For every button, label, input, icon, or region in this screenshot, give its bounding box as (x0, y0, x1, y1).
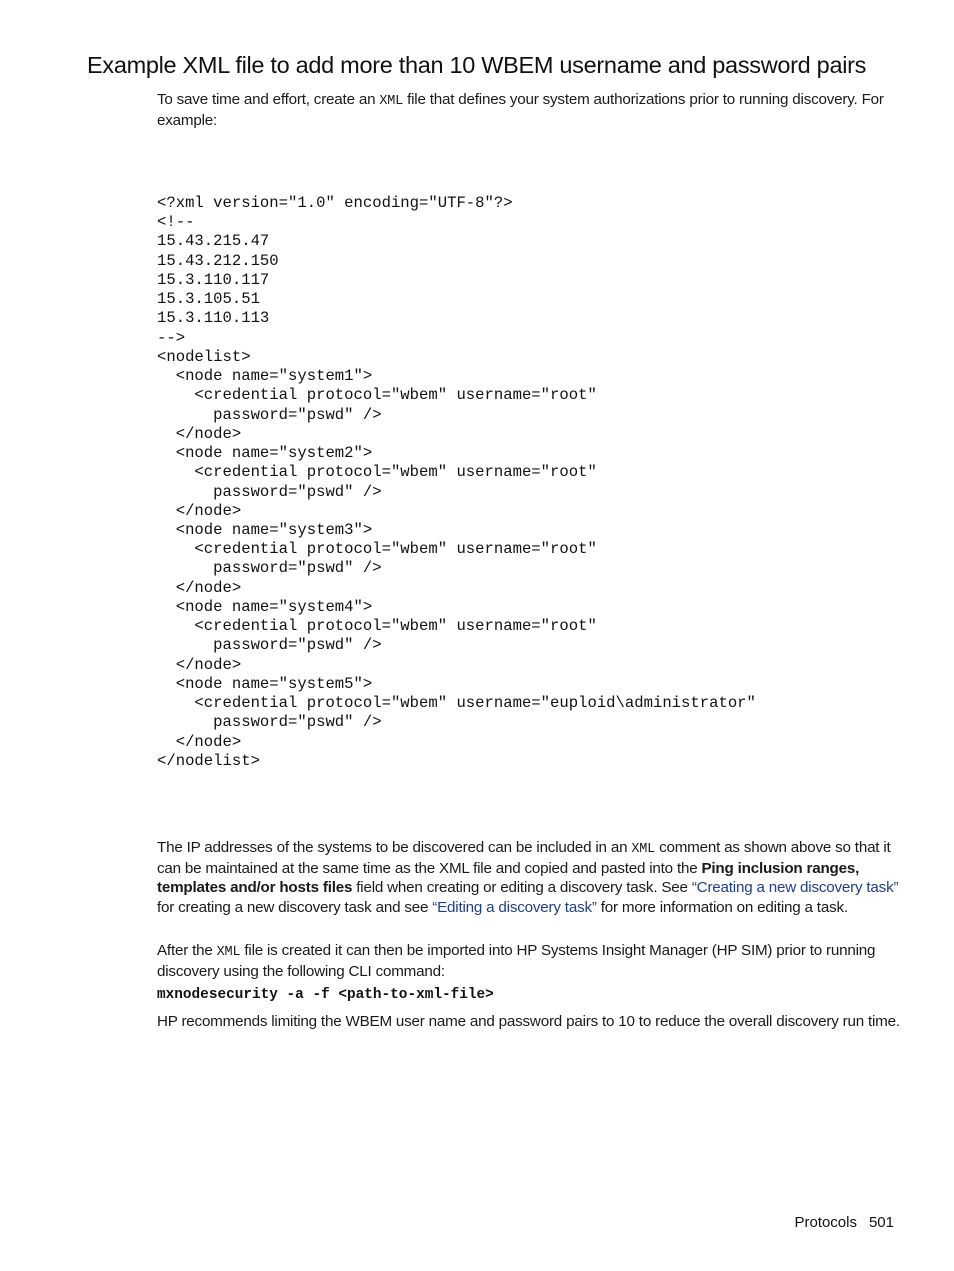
page-footer (794, 1214, 894, 1231)
intro-inline-code: XML (379, 94, 404, 109)
xml-code-block: <?xml version="1.0" encoding="UTF-8"?> <!-- 15.43.215.47 15.43.212.150 15.3.110.117 15.3.105.51 15.3.110.113 --> <nodelist> <node name="system1"> <credential protocol="wbem" username="root" password="pswd" /> </node> <node name="system2"> <credential protocol="wbem" username="root" password="pswd" /> </node> <node name="system3"> <credential protocol="wbem" username="root" password="pswd" /> </node> <node name="system4"> <credential protocol="wbem" username="root" password="pswd" /> </node> <node name="system5"> <credential protocol="wbem" username="euploid\administrator" password="pswd" /> </node> </nodelist> (157, 194, 756, 770)
page-number: 501 (868, 1214, 894, 1231)
intro-text-1: To save time and effort, create an (157, 91, 380, 108)
intro-text-2: file that defines your system authorizations prior to running discovery. For example: (157, 91, 884, 130)
import-paragraph (157, 941, 902, 981)
para2-text-2: file is created it can then be imported into HP Systems Insight Manager (HP SIM) prior to running discovery using the following CLI command: (157, 942, 876, 981)
para2-text-1: After the (157, 942, 217, 959)
para1-text-2: comment as shown above so that it can be maintained at the same time as the XML file and copied and pasted into the (157, 839, 891, 878)
ip-addresses-paragraph (157, 838, 902, 917)
para2-inline-code: XML (216, 945, 241, 960)
para1-text-4: for creating a new discovery task and see (157, 898, 433, 916)
intro-paragraph (157, 90, 902, 130)
editing-discovery-task-link[interactable]: “Editing a discovery task” (432, 898, 597, 916)
ping-inclusion-field-name: Ping inclusion ranges, templates and/or hosts files (157, 860, 860, 897)
footer-section-name: Protocols (794, 1214, 857, 1231)
para1-text-3: field when creating or editing a discovery task. See (352, 879, 692, 897)
para1-inline-code: XML (631, 842, 656, 857)
section-heading: Example XML file to add more than 10 WBEM username and password pairs (87, 52, 867, 78)
recommendation-paragraph: HP recommends limiting the WBEM user name and password pairs to 10 to reduce the overall discovery run time. (157, 1013, 900, 1030)
para1-text-1: The IP addresses of the systems to be discovered can be included in an (157, 839, 632, 856)
cli-command: mxnodesecurity -a -f <path-to-xml-file> (157, 987, 494, 1003)
creating-discovery-task-link[interactable]: “Creating a new discovery task” (691, 879, 899, 897)
para1-text-5: for more information on editing a task. (596, 898, 848, 916)
